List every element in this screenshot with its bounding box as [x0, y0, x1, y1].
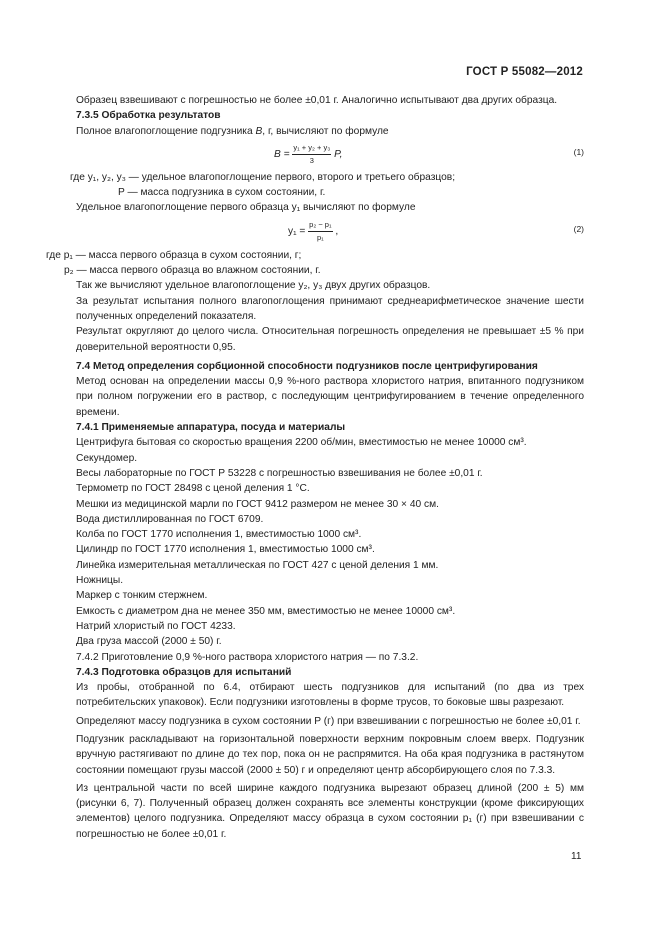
paragraph: Результат округляют до целого числа. Относительная погрешность определения не превышает ±5 % при доверительной вероятности 0,95. — [76, 326, 584, 353]
list-item: Колба по ГОСТ 1770 исполнения 1, вместимостью 1000 см³. — [76, 529, 362, 541]
formula-1-expression — [274, 143, 342, 166]
list-item: Цилиндр по ГОСТ 1770 исполнения 1, вместимостью 1000 см³. — [76, 544, 375, 556]
formula-1-denominator: 3 — [309, 155, 314, 165]
text: Полное влагопоглощение подгузника — [76, 125, 253, 137]
section-heading-7-3-5: 7.3.5 Обработка результатов — [76, 110, 221, 122]
text: Образец взвешивают с погрешностью не более ±0,01 г. Аналогично испытывают два других образца. — [76, 95, 558, 106]
list-item: 7.4.2 Приготовление 0,9 %-ного раствора хлористого натрия — по 7.3.2. — [76, 651, 419, 663]
formula-1-number: (1) — [573, 146, 584, 157]
formula-1-left: B = — [274, 149, 290, 161]
section-heading-7-4: 7.4 Метод определения сорбционной способности подгузников после центрифугирования — [76, 360, 538, 372]
formula-2-fraction — [308, 220, 332, 243]
formula-1-numerator: y₁ + y₂ + y₃ — [292, 143, 331, 155]
list-item: Секундомер. — [76, 452, 138, 464]
section-heading-7-4-1: 7.4.1 Применяемые аппаратура, посуда и материалы — [76, 422, 346, 434]
paragraph: P — масса подгузника в сухом состоянии, г. — [118, 187, 326, 199]
list-item: Емкость с диаметром дна не менее 350 мм, вместимостью не менее 10000 см³. — [76, 605, 456, 617]
formula-1-fraction — [292, 143, 331, 166]
formula-1 — [76, 139, 584, 170]
paragraph: Метод основан на определении массы 0,9 %-ного раствора хлористого натрия, впитанного подгузником при полном погружении его в раствор, с последующим центрифугированием в течение определенного времени. — [76, 376, 584, 418]
list-item: Мешки из медицинской марли по ГОСТ 9412 размером не менее 30 × 40 см. — [76, 498, 439, 510]
text: , г, вычисляют по формуле — [262, 125, 389, 137]
list-item: Вода дистиллированная по ГОСТ 6709. — [76, 513, 264, 525]
formula-1-right: P, — [334, 149, 343, 161]
equipment-list — [76, 435, 584, 664]
paragraph: Подгузник раскладывают на горизонтальной поверхности верхним покровным слоем вверх. Подгузник вручную растягивают по длине до тех пор, пока он не распрямится. На оба края подгузника в растянутом состоянии помещают грузы массой (2000 ± 50) г и определяют центр абсорбирующего слоя по 7.3.3. — [76, 733, 584, 776]
list-item: Ножницы. — [76, 575, 124, 587]
paragraph: где y₁, y₂, y₃ — удельное влагопоглощение первого, второго и третьего образцов; — [70, 171, 456, 183]
list-item: Натрий хлористый по ГОСТ 4233. — [76, 620, 236, 632]
formula-2-right: , — [335, 225, 339, 237]
section-heading-7-4-3: 7.4.3 Подготовка образцов для испытаний — [76, 666, 292, 678]
formula-2-left: y₁ = — [288, 225, 306, 237]
paragraph: Полное влагопоглощение подгузника B, г, вычисляют по формуле — [76, 125, 389, 137]
paragraph: Так же вычисляют удельное влагопоглощение y₂, y₃ двух других образцов. — [76, 280, 431, 292]
formula-2-number: (2) — [573, 223, 584, 234]
document-header: ГОСТ Р 55082—2012 — [466, 66, 583, 78]
list-item: Два груза массой (2000 ± 50) г. — [76, 636, 222, 648]
paragraph: Из пробы, отобранной по 6.4, отбирают шесть подгузников для испытаний (по два из трех потребительских упаковок). Если подгузники изготовлены в форме трусов, то боковые швы разрезают. — [76, 682, 584, 709]
formula-2 — [76, 216, 584, 248]
paragraph: Определяют массу подгузника в сухом состоянии P (г) при взвешивании с погрешностью не более ±0,01 г. — [76, 715, 581, 727]
list-item: Линейка измерительная металлическая по ГОСТ 427 с ценой деления 1 мм. — [76, 559, 439, 571]
list-item: Термометр по ГОСТ 28498 с ценой деления 1 °С. — [76, 483, 310, 495]
document-body — [46, 93, 584, 842]
list-item: Центрифуга бытовая со скоростью вращения 2200 об/мин, вместимостью не менее 10000 см³. — [76, 437, 527, 449]
paragraph: За результат испытания полного влагопоглощения принимают среднеарифметическое значение шести полученных определений показателя. — [76, 295, 584, 322]
list-item: Весы лабораторные по ГОСТ Р 53228 с погрешностью взвешивания не более ±0,01 г. — [76, 467, 483, 479]
paragraph: p₂ — масса первого образца во влажном состоянии, г. — [64, 265, 321, 277]
formula-2-numerator: p₂ − p₁ — [308, 220, 332, 232]
paragraph: Удельное влагопоглощение первого образца y₁ вычисляют по формуле — [76, 202, 416, 214]
page-number: 11 — [571, 851, 582, 862]
paragraph — [76, 93, 584, 108]
formula-2-denominator: p₁ — [316, 232, 324, 242]
list-item: Маркер с тонким стержнем. — [76, 590, 208, 602]
paragraph: где p₁ — масса первого образца в сухом состоянии, г; — [46, 249, 302, 261]
paragraph: Из центральной части по всей ширине каждого подгузника вырезают образец длиной (200 ± 5) мм (рисунки 6, 7). Полученный образец должен сохранять все элементы конструкции (кроме фиксирующих элементов) целого подгузника. Определяют массу образца в сухом состоянии p₁ (г) при взвешивании с погрешностью не более ±0,01 г. — [76, 782, 584, 840]
formula-2-expression — [288, 220, 338, 243]
